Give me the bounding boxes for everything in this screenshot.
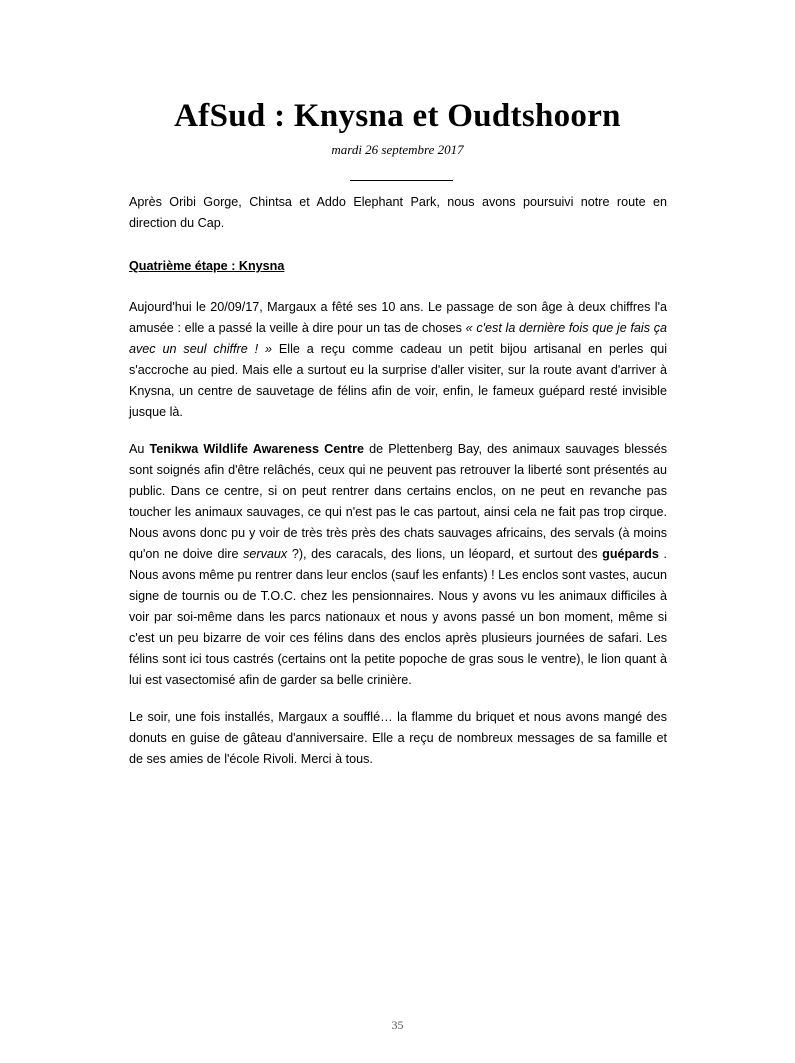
section-heading-knysna: Quatrième étape : Knysna <box>129 259 285 273</box>
paragraph-birthday-quote: « c'est la dernière fois que je fais ça avec un seul chiffre ! » <box>129 321 667 356</box>
paragraph-birthday-part1: Aujourd'hui le 20/09/17, Margaux a fêté ses 10 ans. Le passage de son âge à deux chiffres l'a amusée : elle a passé la veille à dire pour un tas de choses <box>129 300 667 335</box>
paragraph-tenikwa-guepards: guépards <box>602 547 659 561</box>
paragraph-birthday <box>129 297 667 423</box>
page-title: AfSud : Knysna et Oudtshoorn <box>174 98 621 134</box>
paragraph-tenikwa-centre-name: Tenikwa Wildlife Awareness Centre <box>149 442 364 456</box>
document-body <box>129 192 667 786</box>
paragraph-tenikwa <box>129 439 667 691</box>
paragraph-tenikwa-part3: ?), des caracals, des lions, un léopard, et surtout des <box>287 547 603 561</box>
paragraph-tenikwa-part2: de Plettenberg Bay, des animaux sauvages blessés sont soignés afin d'être relâchés, ceux qui ne peuvent pas retrouver la liberté sont présentés au public. Dans ce centre, si on peut rentrer dans certains enclos, on ne peut en revanche pas toucher les animaux sauvages, ce qui n'est pas le cas partout, ainsi cela ne fait pas trop cirque. Nous avons donc pu y voir de très très près des chats sauvages africains, des servals (à moins qu'on ne doive dire <box>129 442 668 561</box>
paragraph-birthday-part2: Elle a reçu comme cadeau un petit bijou artisanal en perles qui s'accroche au pied. Mais elle a surtout eu la surprise d'aller visiter, sur la route avant d'arriver à Knysna, un centre de sauvetage de félins afin de voir, enfin, le fameux guépard resté invisible jusque là. <box>129 342 667 419</box>
title-divider <box>350 180 453 181</box>
paragraph-tenikwa-part1: Au <box>129 442 150 456</box>
page-subtitle-date: mardi 26 septembre 2017 <box>331 142 464 157</box>
paragraph-intro: Après Oribi Gorge, Chintsa et Addo Elephant Park, nous avons poursuivi notre route en direction du Cap. <box>129 195 667 230</box>
paragraph-tenikwa-part4: . Nous avons même pu rentrer dans leur enclos (sauf les enfants) ! Les enclos sont vastes, aucun signe de tournis ou de T.O.C. chez les pensionnaires. Nous y avons vu les animaux difficiles à voir par soi-même dans les parcs nationaux et nous y avons passé un bon moment, même si c'est un peu bizarre de voir ces félins dans des enclos après plusieurs journées de safari. Les félins sont ici tous castrés (certains ont la petite popoche de gras sous le ventre), le lion quant à lui est vasectomisé afin de garder sa belle crinière. <box>129 547 667 687</box>
paragraph-tenikwa-servaux: servaux <box>243 547 288 561</box>
page-number: 35 <box>391 1018 404 1032</box>
paragraph-evening: Le soir, une fois installés, Margaux a soufflé… la flamme du briquet et nous avons mangé des donuts en guise de gâteau d'anniversaire. Elle a reçu de nombreux messages de sa famille et de ses amies de l'école Rivoli. Merci à tous. <box>129 710 667 766</box>
